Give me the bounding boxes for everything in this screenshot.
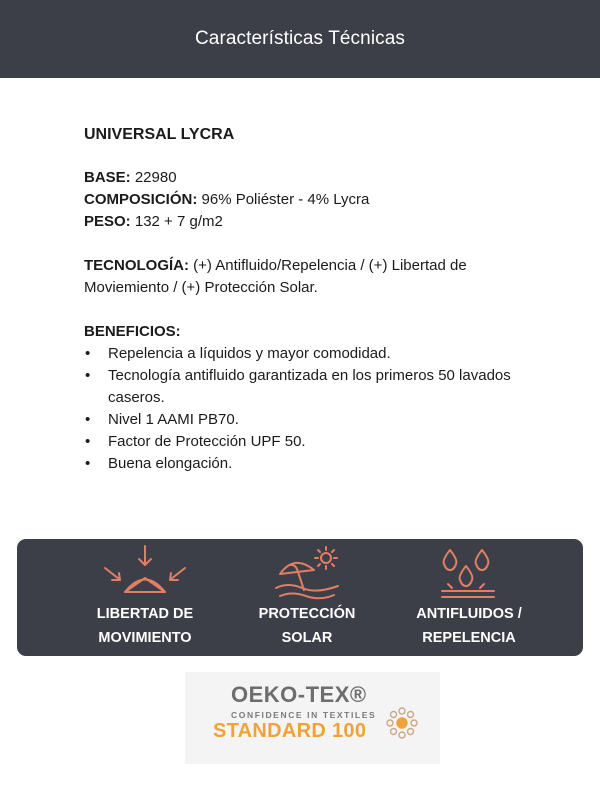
- feature-label: [60, 602, 230, 650]
- features-panel: [17, 539, 583, 656]
- feature-label-line1: ANTIFLUIDOS /: [416, 606, 522, 622]
- feature-label-line1: PROTECCIÓN: [258, 606, 356, 622]
- page-title: Características Técnicas: [194, 28, 406, 49]
- feature-label-line2: REPELENCIA: [422, 630, 516, 646]
- feature-antifluid: [384, 539, 554, 656]
- spec-technology-label: TECNOLOGÍA:: [84, 257, 189, 274]
- feature-label: [222, 602, 392, 650]
- benefits-title: BENEFICIOS:: [84, 323, 181, 340]
- feature-label-line1: LIBERTAD DE: [96, 606, 194, 622]
- spec-base-value: 22980: [130, 169, 177, 186]
- feature-sun-protection: [222, 539, 392, 656]
- spec-composition-label: COMPOSICIÓN:: [84, 191, 198, 208]
- spec-sheet: [84, 124, 544, 475]
- sun-umbrella-icon: [272, 544, 342, 600]
- feature-label-line2: SOLAR: [281, 630, 333, 646]
- spec-base-label: BASE:: [84, 169, 131, 186]
- feature-movement: [60, 539, 230, 656]
- benefits-list: [84, 343, 544, 475]
- oeko-tex-logo: [185, 672, 440, 764]
- page-header: [0, 0, 600, 78]
- oeko-tagline: CONFIDENCE IN TEXTILES: [231, 710, 377, 720]
- list-item: • Repelencia a líquidos y mayor comodidad.: [84, 343, 544, 365]
- spec-weight-label: PESO:: [84, 213, 131, 230]
- spec-technology: [84, 255, 544, 299]
- list-item: • Nivel 1 AAMI PB70.: [84, 409, 544, 431]
- spec-weight-value: 132 + 7 g/m2: [130, 213, 223, 230]
- product-name: UNIVERSAL LYCRA: [84, 126, 235, 143]
- water-drops-icon: [434, 544, 504, 600]
- spec-list: [84, 167, 544, 233]
- oeko-brand: OEKO-TEX®: [231, 682, 367, 707]
- list-item: • Tecnología antifluido garantizada en los primeros 50 lavados caseros.: [84, 365, 544, 409]
- oeko-standard: STANDARD 100: [213, 720, 367, 742]
- list-item: • Factor de Protección UPF 50.: [84, 431, 544, 453]
- oeko-flower-icon: [385, 706, 419, 740]
- spec-base: [84, 167, 544, 189]
- spec-weight: [84, 211, 544, 233]
- feature-label: [384, 602, 554, 650]
- list-item: • Buena elongación.: [84, 453, 544, 475]
- spec-composition-value: 96% Poliéster - 4% Lycra: [197, 191, 370, 208]
- feature-label-line2: MOVIMIENTO: [98, 630, 192, 646]
- spec-composition: [84, 189, 544, 211]
- movement-icon: [83, 544, 207, 600]
- spec-technology-value: (+) Antifluido/Repelencia / (+) Libertad de Moviemiento / (+) Protección Solar.: [84, 257, 467, 296]
